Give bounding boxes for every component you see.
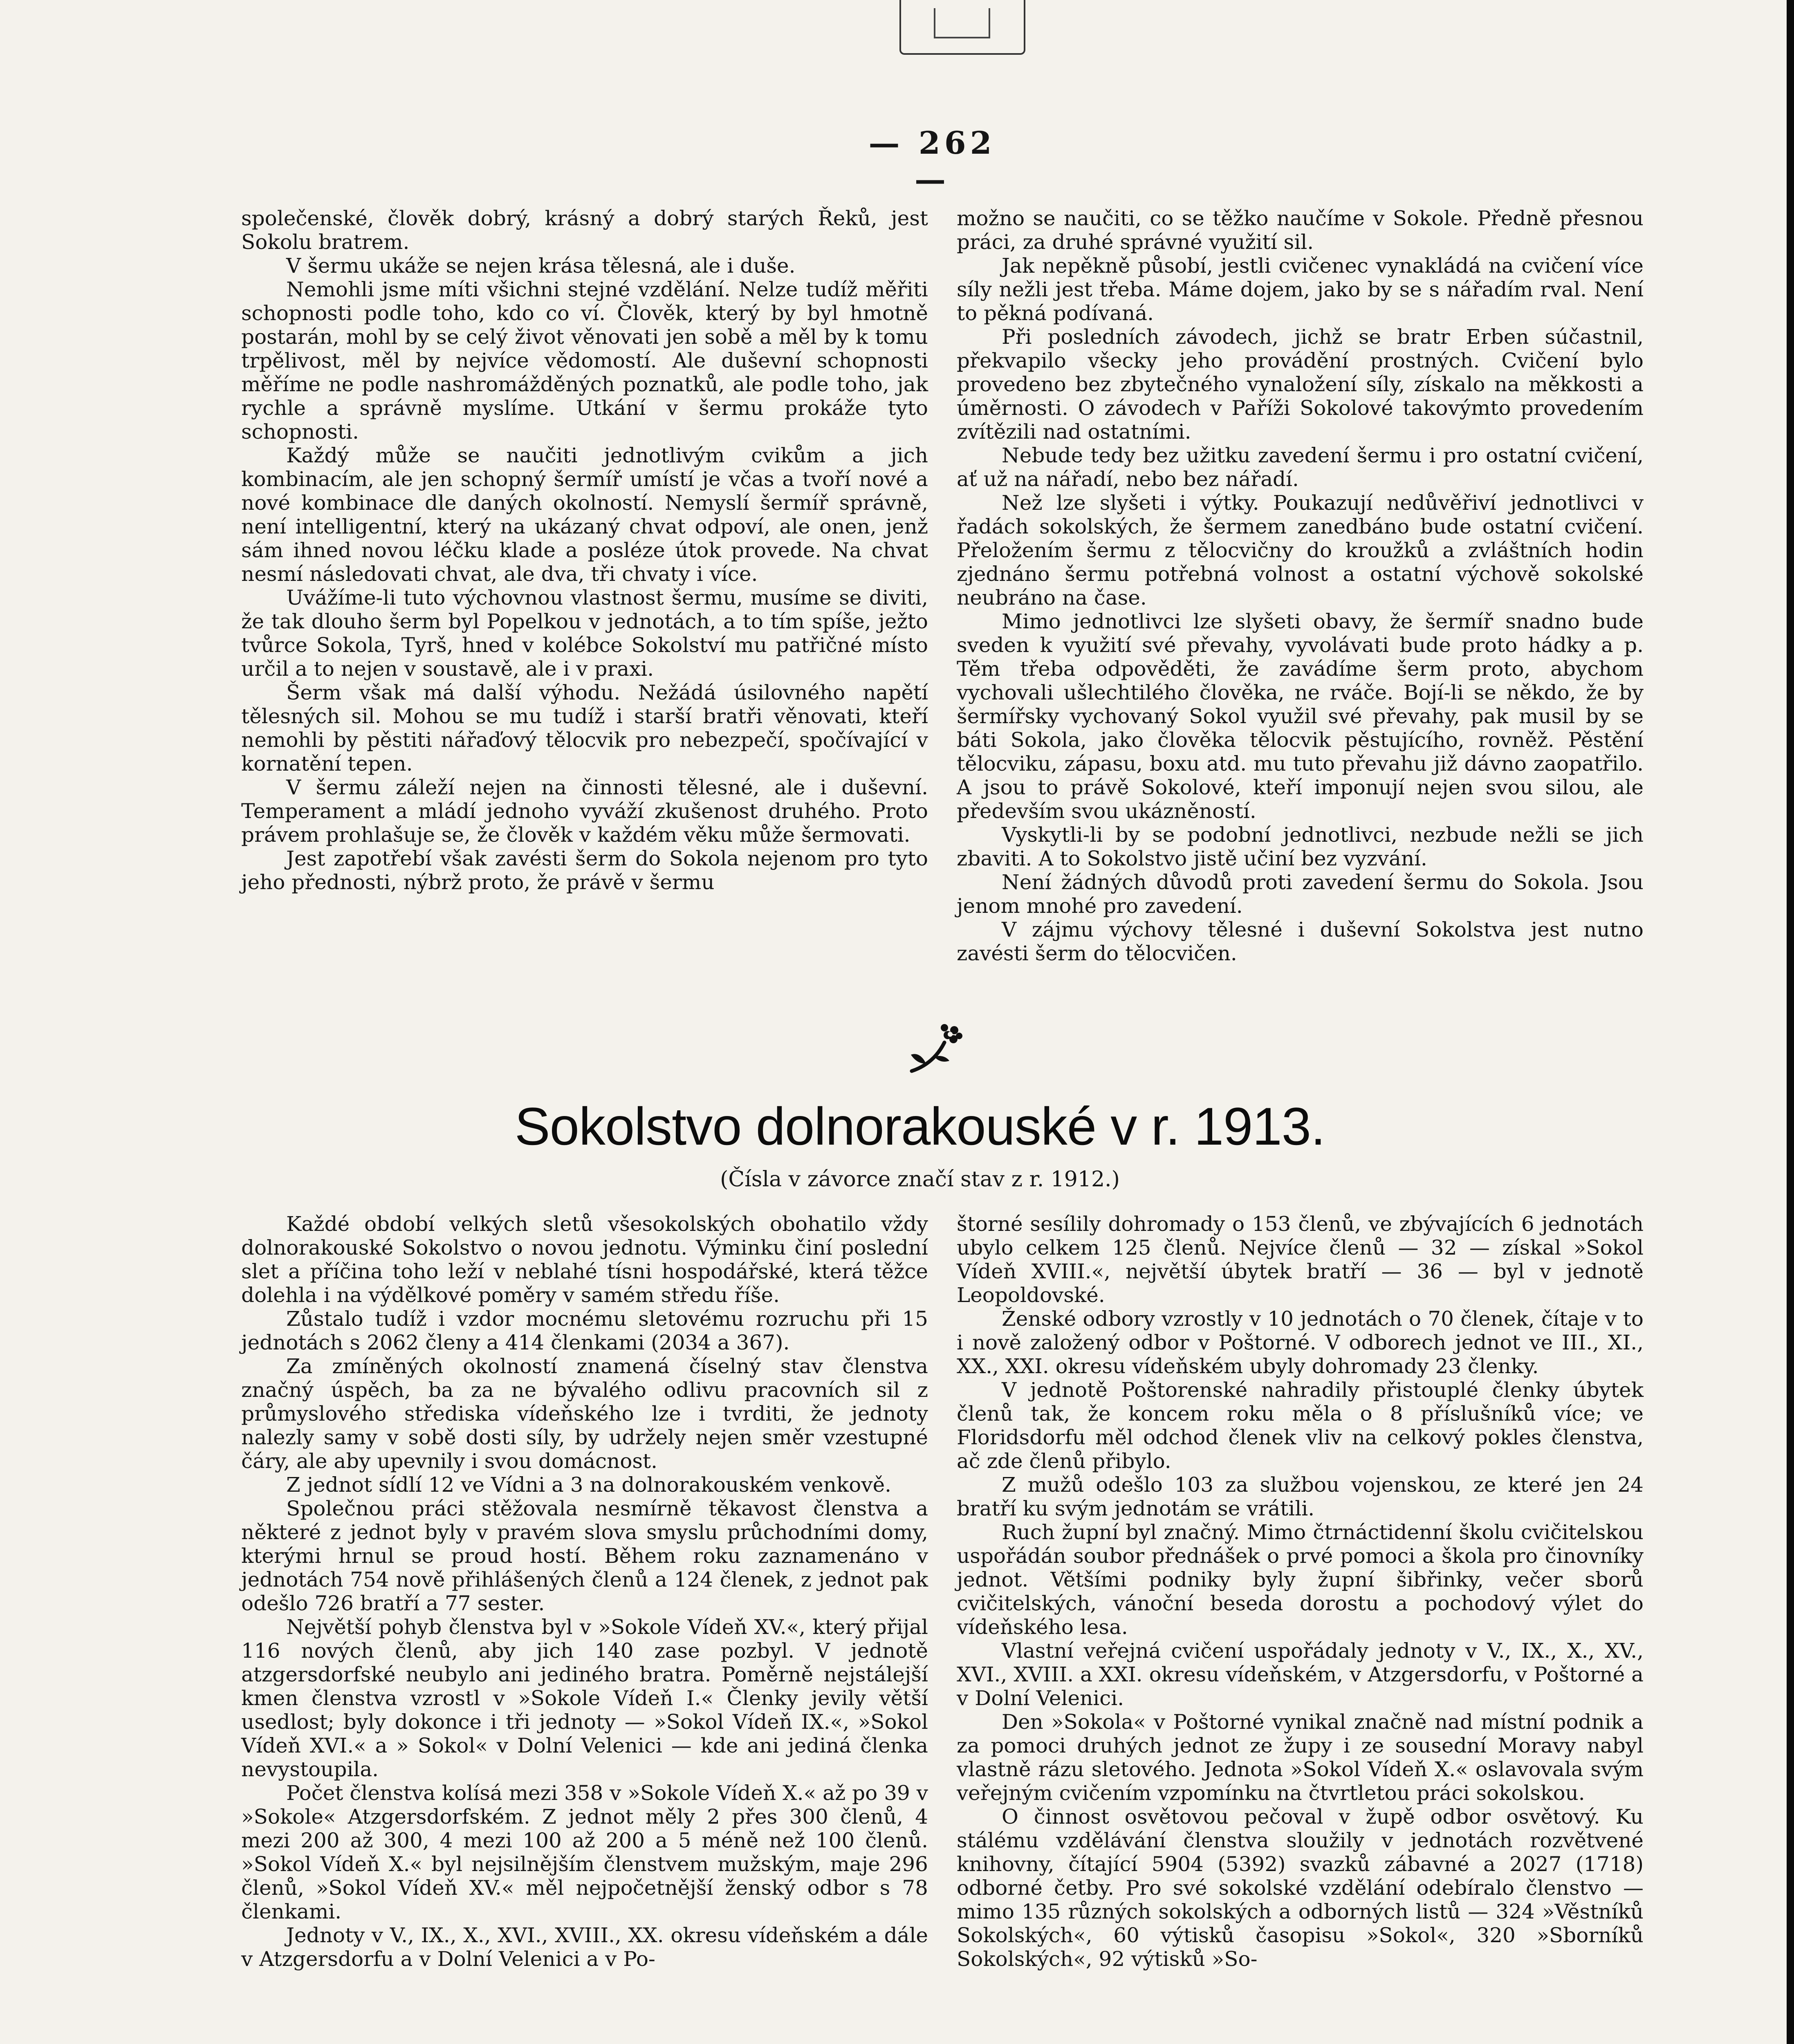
scan-edge [1787, 0, 1794, 2044]
binding-tab-mark [899, 0, 1025, 55]
previous-article-right-column [957, 206, 1644, 965]
paragraph: Vyskytli-li by se podobní jednotlivci, nezbude nežli se jich zbaviti. A to Sokolstvo jistě učiní bez vyzvání. [957, 823, 1644, 870]
paragraph: Za zmíněných okolností znamená číselný stav členstva značný úspěch, ba za ne bývalého odlivu pracovních sil z průmyslového střediska vídeňského lze i tvrditi, že jednoty nalezly samy v sobě dosti síly, by udržely nejen směr vzestupné čáry, ale aby upevnily i svou domácnost. [241, 1354, 928, 1473]
paragraph: Jest zapotřebí však zavésti šerm do Sokola nejenom pro tyto jeho přednosti, nýbrž proto, že právě v šermu [241, 847, 928, 894]
paragraph: štorné sesílily dohromady o 153 členů, ve zbývajících 6 jednotách ubylo celkem 125 členů. Nejvíce členů — 32 — získal »Sokol Vídeň XVIII.«, největší úbytek bratří — 36 — byl v jednotě Leopoldovské. [957, 1212, 1644, 1307]
paragraph: Počet členstva kolísá mezi 358 v »Sokole Vídeň X.« až po 39 v »Sokole« Atzgersdorfském. Z jednot měly 2 přes 300 členů, 4 mezi 200 až 300, 4 mezi 100 až 200 a 5 méně než 100 členů. »Sokol Vídeň X.« byl nejsilnějším členstvem mužským, maje 296 členů, »Sokol Vídeň XV.« měl nejpočetnější ženský odbor s 78 členkami. [241, 1781, 928, 1923]
paragraph: Největší pohyb členstva byl v »Sokole Vídeň XV.«, který přijal 116 nových členů, aby jich 140 zase pozbyl. V jednotě atzgersdorfské neubylo ani jediného bratra. Poměrně nejstálejší kmen členstva vzrostl v »Sokole Vídeň I.« Členky jevily větší usedlost; byly dokonce i tři jednoty — »Sokol Vídeň IX.«, »Sokol Vídeň XVI.« a » Sokol« v Dolní Velenici — kde ani jediná členka nevystoupila. [241, 1615, 928, 1781]
previous-article-left-column [241, 206, 928, 894]
paragraph: Společnou práci stěžovala nesmírně těkavost členstva a některé z jednot byly v pravém slova smyslu průchodními domy, kterými hrnul se proud hostí. Během roku zaznamenáno v jednotách 754 nově přihlášených členů a 124 členek, z jednot pak odešlo 726 bratří a 77 sester. [241, 1497, 928, 1615]
paragraph: Den »Sokola« v Poštorné vynikal značně nad místní podnik a za pomoci druhých jednot ze župy i ze sousední Moravy nabyl vlastně rázu sletového. Jednota »Sokol Vídeň X.« oslavovala svým veřejným cvičením vzpomínku na čtvrtletou práci sokolskou. [957, 1710, 1644, 1805]
article-subtitle: (Čísla v závorce značí stav z r. 1912.) [720, 1167, 1120, 1192]
paragraph: O činnost osvětovou pečoval v župě odbor osvětový. Ku stálému vzdělávání členstva sloužily v jednotách rozvětvené knihovny, čítající 5904 (5392) svazků zábavné a 2027 (1718) odborné četby. Pro své sokolské vzdělání odebíralo členstvo — mimo 135 různých sokolských a odborných listů — 324 »Věstníků Sokolských«, 60 výtisků časopisu »Sokol«, 320 »Sborníků Sokolských«, 92 výtisků »So- [957, 1805, 1644, 1971]
paragraph: Každý může se naučiti jednotlivým cvikům a jich kombinacím, ale jen schopný šermíř umístí je včas a tvoří nové a nové kombinace dle daných okolností. Nemyslí šermíř správně, není intelligentní, který na ukázaný chvat odpoví, ale onen, jenž sám ihned novou léčku klade a posléze útok provede. Na chvat nesmí následovati chvat, ale dva, tři chvaty i více. [241, 444, 928, 586]
paragraph: Z jednot sídlí 12 ve Vídni a 3 na dolnorakouském venkově. [286, 1473, 892, 1497]
paragraph: Z mužů odešlo 103 za službou vojenskou, ze které jen 24 bratří ku svým jednotám se vrátili. [957, 1473, 1644, 1520]
paragraph: V jednotě Poštorenské nahradily přistouplé členky úbytek členů tak, že koncem roku měla o 8 příslušníků více; ve Floridsdorfu měl odchod členek vliv na celkový pokles členstva, ač zde členů přibylo. [957, 1378, 1644, 1473]
article-left-column [241, 1212, 928, 1971]
paragraph: V zájmu výchovy tělesné i duševní Sokolstva jest nutno zavésti šerm do tělocvičen. [957, 918, 1644, 965]
paragraph: Nemohli jsme míti všichni stejné vzdělání. Nelze tudíž měřiti schopnosti podle toho, kdo co ví. Člověk, který by byl hmotně postarán, mohl by se celý život věnovati jen sobě a měl by k tomu trpělivost, měl by nejvíce vědomostí. Ale duševní schopnosti měříme ne podle nashromážděných poznatků, ale podle toho, jak rychle a správně myslíme. Utkání v šermu prokáže tyto schopnosti. [241, 278, 928, 444]
flower-sprig-icon [904, 1014, 969, 1079]
paragraph: Ženské odbory vzrostly v 10 jednotách o 70 členek, čítaje v to i nově založený odbor v Poštorné. V odborech jednot ve III., XI., XX., XXI. okresu vídeňském ubyly dohromady 23 členky. [957, 1307, 1644, 1378]
paragraph: Jednoty v V., IX., X., XVI., XVIII., XX. okresu vídeňském a dále v Atzgersdorfu a v Dolní Velenici a v Po- [241, 1923, 928, 1971]
paragraph: V šermu ukáže se nejen krása tělesná, ale i duše. [286, 254, 796, 278]
paragraph: Není žádných důvodů proti zavedení šermu do Sokola. Jsou jenom mnohé pro zavedení. [957, 870, 1644, 918]
paragraph: Nebude tedy bez užitku zavedení šermu i pro ostatní cvičení, ať už na nářadí, nebo bez nářadí. [957, 444, 1644, 491]
paragraph: Uvážíme-li tuto výchovnou vlastnost šermu, musíme se diviti, že tak dlouho šerm byl Popelkou v jednotách, a to tím spíše, ježto tvůrce Sokola, Tyrš, hned v kolébce Sokolství mu patřičné místo určil a to nejen v soustavě, ale i v praxi. [241, 586, 928, 681]
paragraph: Než lze slyšeti i výtky. Poukazují nedůvěřiví jednotlivci v řadách sokolských, že šermem zanedbáno bude ostatní cvičení. Přeložením šermu z tělocvičny do kroužků a zvláštních hodin zjednáno šermu potřebná volnost a ostatní výchově sokolské neubráno na čase. [957, 491, 1644, 610]
paragraph: Mimo jednotlivci lze slyšeti obavy, že šermíř snadno bude sveden k využití své převahy, vyvolávati bude proto hádky a p. Těm třeba odpověděti, že zavádíme šerm proto, abychom vychovali ušlechtilého člověka, ne rváče. Bojí-li se někdo, že by šermířsky vychovaný Sokol využil své převahy, pak musil by se báti Sokola, jako člověka tělocvik pěstujícího, rovněž. Pěstění tělocviku, zápasu, boxu atd. mu tuto převahu již dávno zaopatřilo. A jsou to právě Sokolové, kteří imponují nejen svou silou, ale především svou ukázněností. [957, 610, 1644, 823]
paragraph: Jak nepěkně působí, jestli cvičenec vynakládá na cvičení více síly nežli jest třeba. Máme dojem, jako by se s nářadím rval. Není to pěkná podívaná. [957, 254, 1644, 325]
paragraph: možno se naučiti, co se těžko naučíme v Sokole. Předně přesnou práci, za druhé správné využití sil. [957, 206, 1644, 254]
article-right-column [957, 1212, 1644, 1971]
paragraph: Zůstalo tudíž i vzdor mocnému sletovému rozruchu při 15 jednotách s 2062 členy a 414 členkami (2034 a 367). [241, 1307, 928, 1354]
paragraph: Šerm však má další výhodu. Nežádá úsilovného napětí tělesných sil. Mohou se mu tudíž i starší bratři věnovati, kteří nemohli by pěstiti nářaďový tělocvik pro nebezpečí, spočívající v kornatění tepen. [241, 681, 928, 775]
article-title: Sokolstvo dolnorakouské v r. 1913. [514, 1096, 1325, 1156]
paragraph: Každé období velkých sletů všesokolských obohatilo vždy dolnorakouské Sokolstvo o novou jednotu. Výminku činí poslední slet a příčina toho leží v neblahé tísni hospodářské, která těžce dolehla i na výdělkové poměry v samém středu říše. [241, 1212, 928, 1307]
paragraph: V šermu záleží nejen na činnosti tělesné, ale i duševní. Temperament a mládí jednoho vyváží zkušenost druhého. Proto právem prohlašuje se, že člověk v každém věku může šermovati. [241, 775, 928, 847]
page-number: — 262 — [868, 125, 996, 197]
paragraph: Při posledních závodech, jichž se bratr Erben súčastnil, překvapilo všecky jeho provádění prostných. Cvičení bylo provedeno bez zbytečného vynaložení síly, získalo na měkkosti a úměrnosti. O závodech v Paříži Sokolové takovýmto provedením zvítězili nad ostatními. [957, 325, 1644, 444]
paragraph: Vlastní veřejná cvičení uspořádaly jednoty v V., IX., X., XV., XVI., XVIII. a XXI. okresu vídeňském, v Atzgersdorfu, v Poštorné a v Dolní Velenici. [957, 1639, 1644, 1710]
paragraph: společenské, člověk dobrý, krásný a dobrý starých Řeků, jest Sokolu bratrem. [241, 206, 928, 254]
paragraph: Ruch župní byl značný. Mimo čtrnáctidenní školu cvičitelskou uspořádán soubor přednášek o prvé pomoci a škola pro činovníky jednot. Většími podniky byly župní šibřinky, večer sborů cvičitelských, vánoční beseda dorostu a pochodový výlet do vídeňského lesa. [957, 1520, 1644, 1639]
